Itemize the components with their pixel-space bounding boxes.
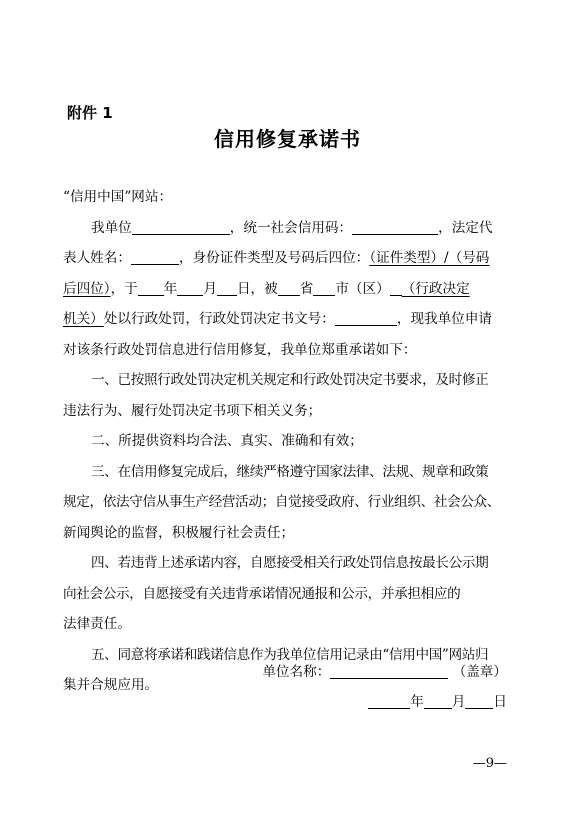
item-5-line-2: 集并合规应用。 — [63, 677, 159, 693]
document-body — [63, 182, 523, 701]
paragraph-1-line-2 — [63, 243, 523, 274]
paragraph-1-line-5: 对该条行政处罚信息进行信用修复，我单位郑重承诺如下： — [63, 341, 417, 358]
city-blank — [313, 279, 335, 296]
paragraph-1-line-4 — [63, 304, 523, 335]
item-1-line-1: 一、已按照行政处罚决定机关规定和行政处罚决定书要求，及时修正 — [91, 372, 489, 388]
text-segment: 表人姓名： — [63, 250, 131, 266]
item-3-line-1: 三、在信用修复完成后，继续严格遵守国家法律、法规、规章和政策 — [91, 463, 489, 480]
text-segment: ，统一社会信用码： — [229, 219, 353, 236]
item-3-line-2: 规定，依法守信从事生产经营活动；自觉接受政府、行业组织、社会公众、 — [63, 494, 501, 510]
id-number-underlined: 后四位） — [63, 280, 111, 297]
year-label: 年 — [410, 694, 424, 710]
paragraph-1-line-1 — [63, 213, 523, 244]
day-blank — [465, 692, 493, 709]
item-3-line-3: 新闻舆论的监督，积极履行社会责任； — [63, 524, 295, 541]
item-2-line-1: 二、所提供资料均合法、真实、准确和有效； — [91, 433, 363, 449]
day-label: 日 — [493, 694, 507, 710]
month-blank — [424, 692, 452, 709]
item-4-line-3: 法律责任。 — [63, 616, 131, 632]
item-4-line-2: 向社会公示，自愿接受有关违背承诺情况通报和公示，并承担相应的 — [63, 585, 461, 602]
text-segment: ，身份证件类型及号码后四位： — [178, 250, 370, 266]
salutation: “信用中国”网站： — [63, 189, 173, 205]
agency-underlined: 机关） — [63, 311, 104, 327]
seal-label: （盖章） — [452, 664, 507, 680]
unit-name-label: 单位名称： — [262, 664, 331, 680]
page-number: —9— — [472, 756, 507, 771]
day-blank — [217, 279, 237, 296]
text-segment: 月 — [203, 280, 217, 297]
year-blank — [368, 692, 410, 709]
text-segment: 年 — [163, 280, 178, 297]
page-title: 信用修复承诺书 — [214, 127, 361, 151]
blank-gap — [390, 279, 402, 296]
document-number-blank — [335, 309, 397, 326]
item-4-line-1: 四、若违背上述承诺内容，自愿接受相关行政处罚信息按最长公示期 — [91, 555, 489, 571]
text-segment: 省 — [299, 280, 314, 297]
province-blank — [278, 279, 300, 296]
legal-rep-blank — [131, 248, 179, 265]
credit-code-blank — [352, 218, 438, 235]
item-5-line-1: 五、同意将承诺和践诺信息作为我单位信用记录由“信用中国”网站归 — [91, 646, 489, 663]
text-segment: ，于 — [110, 280, 138, 297]
signature-blank — [330, 662, 448, 679]
attachment-label: 附件 1 — [67, 104, 113, 122]
month-label: 月 — [451, 694, 466, 710]
text-segment: 日，被 — [236, 280, 278, 297]
paragraph-1-line-3 — [63, 274, 523, 305]
text-segment: ，现我单位申请 — [396, 311, 493, 327]
id-type-underlined: （证件类型）/（号码 — [369, 250, 490, 266]
text-segment: 我单位 — [91, 219, 132, 236]
unit-name-blank — [132, 218, 230, 235]
agency-underlined: （行政决定 — [401, 280, 470, 297]
text-segment: 处以行政处罚，行政处罚决定书文号： — [103, 311, 335, 327]
month-blank — [177, 279, 203, 296]
date-line — [368, 690, 507, 710]
signature-line — [262, 660, 507, 680]
text-segment: 市（区） — [335, 280, 390, 297]
text-segment: ，法定代 — [438, 219, 493, 236]
item-1-line-2: 违法行为、履行处罚决定书项下相关义务； — [63, 402, 322, 419]
year-blank — [138, 279, 164, 296]
